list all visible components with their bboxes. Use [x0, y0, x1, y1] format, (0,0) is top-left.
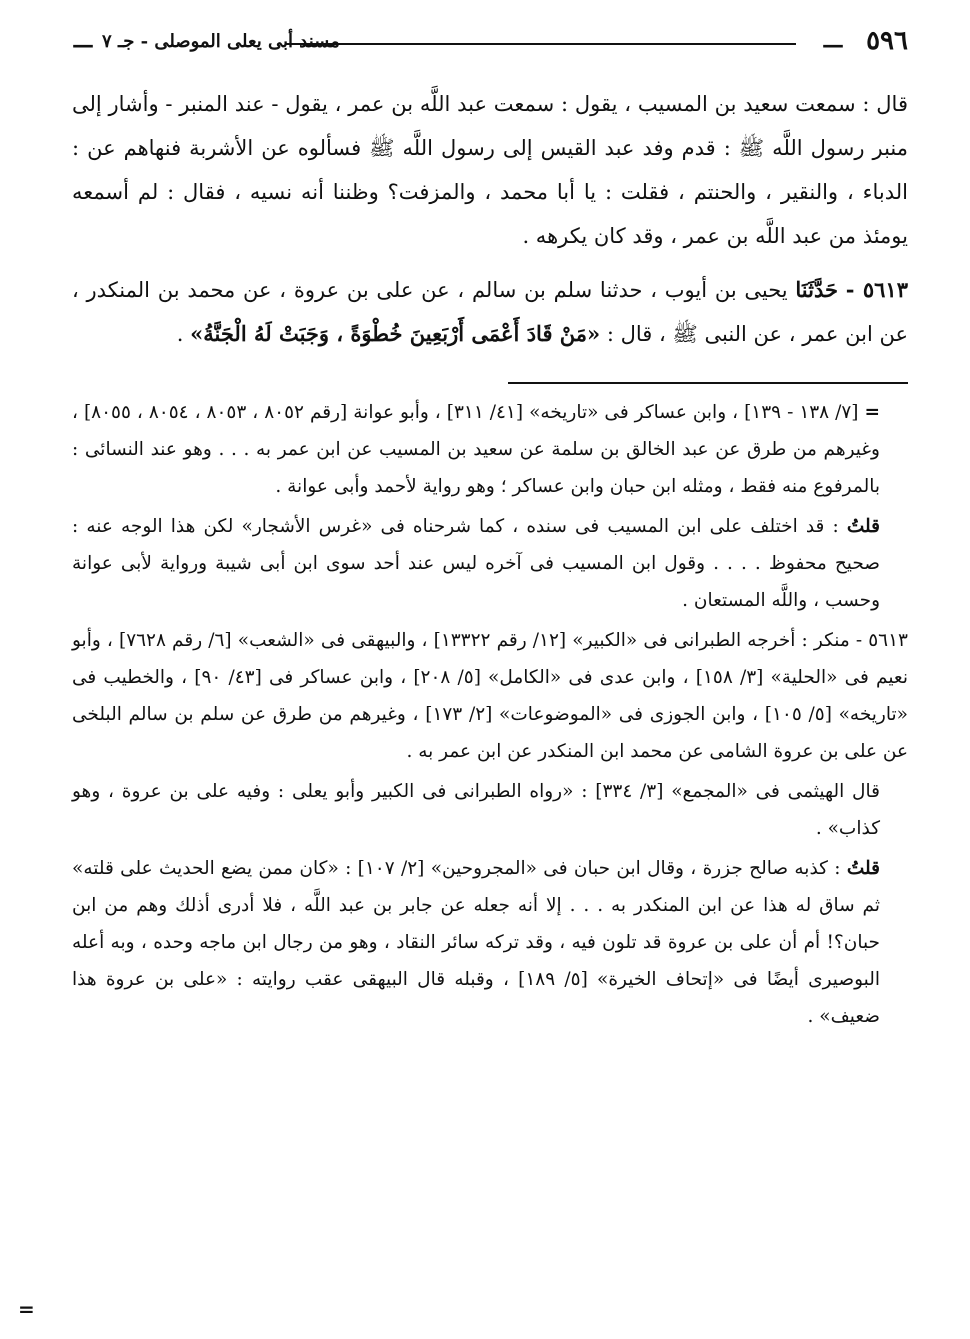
footnote-5613	[72, 622, 908, 770]
header-rule	[286, 43, 796, 45]
qultu-text: : قد اختلف على ابن المسيب فى سنده ، كما شرحناه فى «غرس الأشجار» لكن هذا الوجه عنه : صحيح محفوظ . . . . وقول ابن المسيب فى آخره ليس عند أحد سوى ابن أبى شيبة ورواية لأبى عوانة وحسب ، واللَّه المستعان .	[72, 516, 880, 611]
footnote-number: ٥٦١٣ -	[855, 630, 908, 651]
hadith-isnad: يحيى بن أيوب ، حدثنا سلم بن سالم ، عن على بن عروة ، عن محمد بن المنكدر ، عن ابن عمر ، عن النبى ﷺ ، قال :	[72, 278, 908, 346]
header-dash-left: —	[72, 32, 94, 58]
qultu-text: : كذبه صالح جزرة ، وقال ابن حبان فى «المجروحين» [٢/ ١٠٧] : «كان ممن يضع الحديث على قلته» ثم ساق له هذا عن ابن المنكدر به . . . إلا أنه جعله عن جابر بن عبد اللَّه ، فلا أدرى أذلك وهم من ابن حبان؟! أم أن على بن عروة قد تلون فيه ، وقد تركه سائر النقاد ، وهو من رجال ابن ماجه وحده ، وبه أعله البوصيرى أيضًا فى «إتحاف الخيرة» [٥/ ١٨٩] ، وقبله قال البيهقى عقب روايته : «على بن عروة هذا ضعيف» .	[72, 858, 880, 1027]
continuation-marker: =	[864, 402, 881, 423]
footnote-5613-text: منكر : أخرجه الطبرانى فى «الكبير» [١٢/ رقم ١٣٣٢٢] ، والبيهقى فى «الشعب» [٦/ رقم ٧٦٢٨] ، وأبو نعيم فى «الحلية» [٣/ ١٥٨] ، وابن عدى فى «الكامل» [٥/ ٢٠٨] ، وابن عساكر فى [٤٣/ ٩٠] ، والخطيب فى «تاريخه» [٥/ ١٠٥] ، وابن الجوزى فى «الموضوعات» [٢/ ١٧٣] ، وغيرهم من طرق عن سلم بن سالم البلخى عن على بن عروة الشامى عن محمد ابن المنكدر عن ابن عمر به .	[72, 630, 909, 762]
continues-marker: =	[18, 1297, 35, 1321]
hadith-matn: «مَنْ قَادَ أَعْمَى أَرْبَعِينَ خُطْوَةً ، وَجَبَتْ لَهُ الْجَنَّةُ»	[190, 321, 601, 346]
narration-paragraph: قال : سمعت سعيد بن المسيب ، يقول : سمعت عبد اللَّه بن عمر ، يقول - عند المنبر - وأشار إلى منبر رسول اللَّه ﷺ : قدم وفد عبد القيس إلى رسول اللَّه ﷺ فسألوه عن الأشربة فنهاهم عن : الدباء ، والنقير ، والحنتم ، فقلت : يا أبا محمد ، والمزفت؟ وظننا أنه نسيه ، فقال : لم أسمعه يومئذ من عبد اللَّه بن عمر ، وقد كان يكرهه .	[72, 92, 908, 248]
haythami-note: قال الهيثمى فى «المجمع» [٣/ ٣٣٤] : «رواه الطبرانى فى الكبير وأبو يعلى : وفيه على بن عروة ، وهو كذاب» .	[72, 781, 880, 839]
qultu-label: قلتُ	[846, 858, 880, 879]
hadith-number: ٥٦١٣ -	[845, 277, 908, 302]
haddathana-word: حَدَّثَنَا	[795, 277, 838, 302]
page-number: ٥٩٦	[866, 26, 908, 56]
header-dash-right: —	[822, 32, 844, 58]
main-text	[72, 82, 908, 356]
book-title: مسند أبى يعلى الموصلى - جـ ٧	[102, 31, 340, 52]
hadith-5613	[72, 268, 908, 356]
footnote-separator	[508, 382, 908, 384]
footnote-continuation-text: [٧/ ١٣٨ - ١٣٩] ، وابن عساكر فى «تاريخه» [٤١/ ٣١١] ، وأبو عوانة [رقم ٨٠٥٢ ، ٨٠٥٣ ، ٨٠٥٤ ، ٨٠٥٥] ، وغيرهم من طرق عن عبد الخالق بن سلمة عن سعيد بن المسيب عن ابن عمر به . . . وهو عند النسائى : بالمرفوع منه فقط ، ومثله ابن حبان وابن عساكر ؛ وهو رواية لأحمد وأبى عوانة .	[72, 402, 880, 497]
footnotes	[72, 394, 908, 1035]
qultu-label: قلتُ	[846, 516, 880, 537]
running-header	[72, 26, 908, 60]
footnote-continuation	[72, 394, 908, 505]
qultu-note-1	[72, 508, 908, 619]
hadith-end: .	[176, 322, 191, 346]
qultu-note-2	[72, 850, 908, 1035]
page	[72, 26, 908, 1035]
